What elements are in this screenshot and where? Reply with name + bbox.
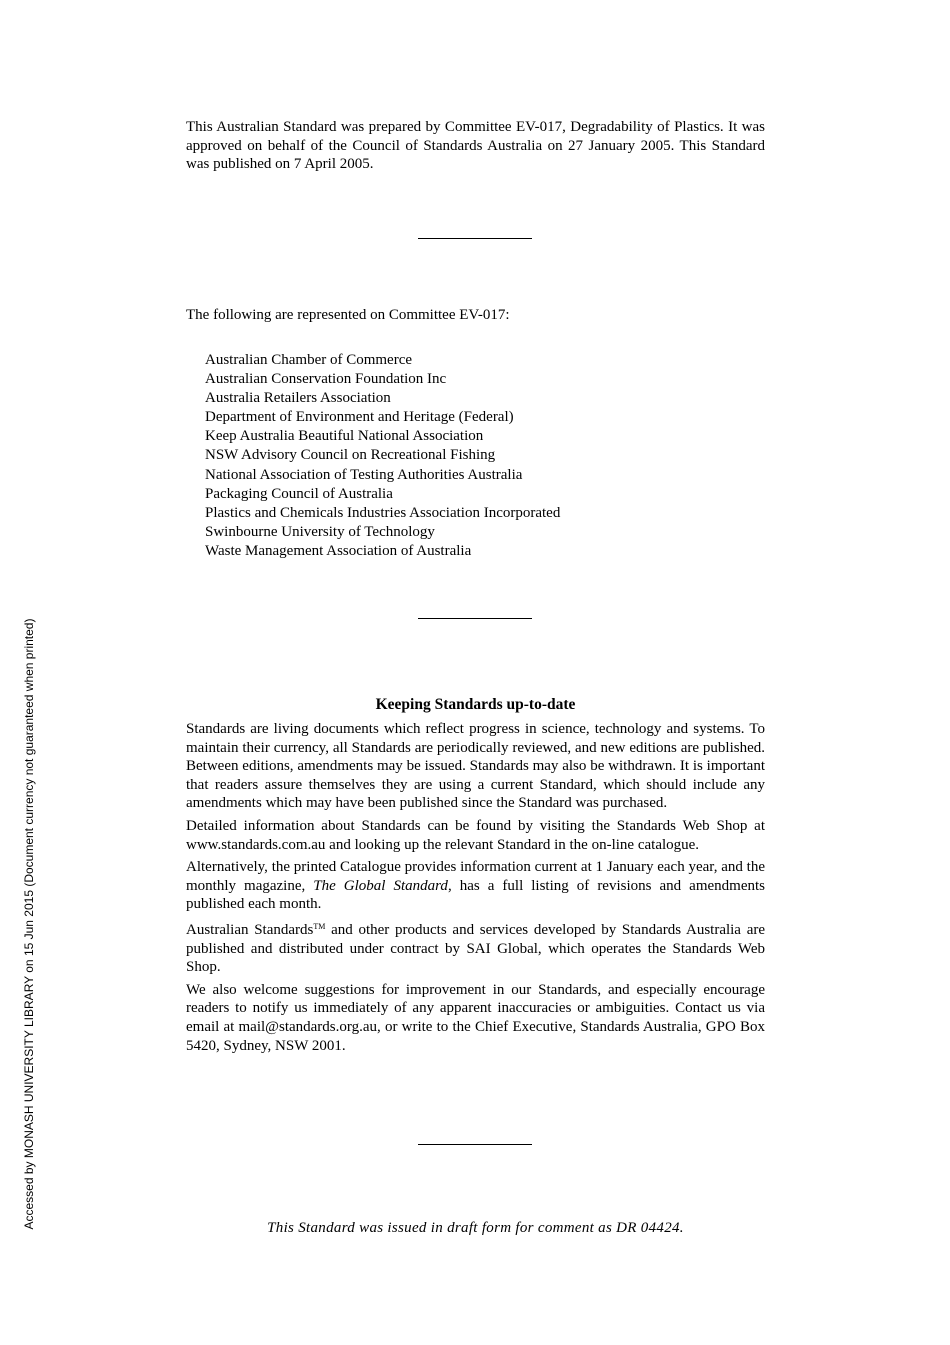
committee-member: Australia Retailers Association — [205, 390, 391, 407]
committee-intro: The following are represented on Committee EV-017: — [186, 307, 510, 323]
text-run: and other products and services developed by Standards Australia are published and distributed under contract by SAI Global, which operates the Standards Web Shop. — [186, 921, 766, 976]
keeping-paragraph-3 — [186, 858, 765, 914]
keeping-standards-heading: Keeping Standards up-to-date — [375, 696, 576, 713]
committee-member-list — [205, 351, 560, 561]
keeping-paragraph-5: We also welcome suggestions for improvement in our Standards, and especially encourage readers to notify us immediately of any apparent inaccuracies or ambiguities. Contact us via email at mail@standards.org.au, or write to the Chief Executive, Standards Australia, GPO Box 5420, Sydney, NSW 2001. — [186, 981, 765, 1054]
committee-member: NSW Advisory Council on Recreational Fishing — [205, 447, 496, 464]
access-watermark: Accessed by MONASH UNIVERSITY LIBRARY on 15 Jun 2015 (Document currency not guaranteed when printed) — [22, 618, 36, 1230]
keeping-standards-body — [186, 720, 765, 1059]
section-divider — [418, 618, 532, 619]
committee-member: Plastics and Chemicals Industries Association Incorporated — [205, 504, 561, 521]
committee-member: Department of Environment and Heritage (Federal) — [205, 409, 514, 426]
committee-member: Keep Australia Beautiful National Association — [205, 428, 484, 445]
committee-member: Packaging Council of Australia — [205, 485, 393, 502]
committee-member: Australian Chamber of Commerce — [205, 352, 413, 368]
committee-member: Swinbourne University of Technology — [205, 523, 435, 540]
keeping-paragraph-1: Standards are living documents which reflect progress in science, technology and systems. To maintain their currency, all Standards are periodically reviewed, and new editions are published. Between editions, amendments may be issued. Standards may also be withdrawn. It is important that readers assure themselves they are using a current Standard, which should include any amendments which may have been published since the Standard was purchased. — [186, 721, 765, 812]
keeping-paragraph-2: Detailed information about Standards can be found by visiting the Standards Web Shop at www.standards.com.au and looking up the relevant Standard in the on-line catalogue. — [186, 817, 765, 853]
committee-member: Australian Conservation Foundation Inc — [205, 371, 447, 388]
text-run: , has a full listing of revisions and amendments published each month. — [186, 877, 765, 913]
draft-note: This Standard was issued in draft form for comment as DR 04424. — [267, 1220, 684, 1236]
trademark-mark: TM — [313, 921, 326, 931]
text-run: Alternatively, the printed Catalogue provides information current at 1 January each year, and the monthly magazine, — [186, 859, 765, 894]
committee-member: Waste Management Association of Australia — [205, 542, 472, 559]
committee-member: National Association of Testing Authorities Australia — [205, 466, 523, 483]
preamble-paragraph: This Australian Standard was prepared by Committee EV-017, Degradability of Plastics. It was approved on behalf of the Council of Standards Australia on 27 January 2005. This Standard was published on 7 April 2005. — [186, 119, 765, 173]
section-divider — [418, 238, 532, 239]
text-run: Australian Standards — [186, 921, 314, 938]
section-divider — [418, 1144, 532, 1145]
keeping-paragraph-4 — [186, 918, 765, 977]
magazine-title: The Global Standard — [313, 877, 448, 894]
